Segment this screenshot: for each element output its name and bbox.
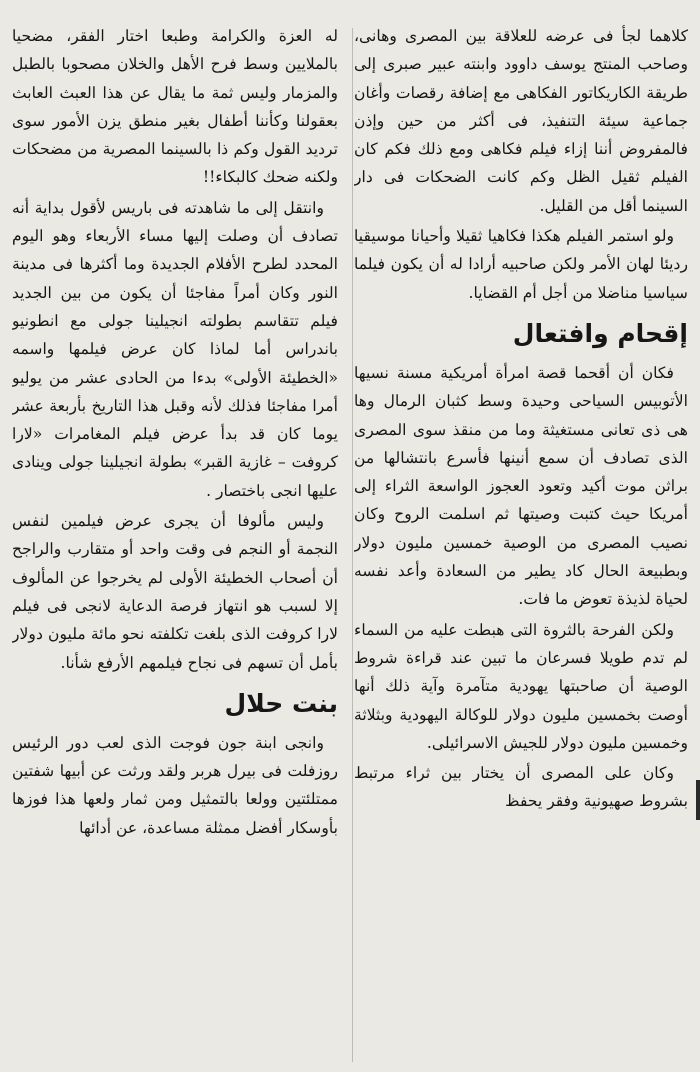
paragraph: ولو استمر الفيلم هكذا فكاهيا ثقيلا وأحيانا موسيقيا رديئا لهان الأمر ولكن صاحبيه أرادا له أن يكون فيلما سياسيا مناضلا من أجل أم القضايا. [354,227,688,302]
section-heading: إقحام وافتعال [512,318,688,348]
article-column-right [354,22,688,1068]
section-heading: بنت حلال [224,688,338,718]
paragraph: كلاهما لجأ فى عرضه للعلاقة بين المصرى وهانى، وصاحب المنتج يوسف داوود وابنته عبير صبرى إلى طريقة الكاريكاتور الفكاهى مع إضافة رقصات وأغان جماعية سيئة التنفيذ، فى أكثر من حين وإذن فالمفروض أننا إزاء فيلم فكاهى ومع ذلك فكم كان الفيلم ثقيل الظل وكم كانت الضحكات فى دار السينما أقل من القليل. [354,27,688,215]
paragraph: وكان على المصرى أن يختار بين ثراء مرتبط بشروط صهيونية وفقر يحفظ [354,764,688,811]
article-column-left [12,22,338,1068]
paragraph: فكان أن أقحما قصة امرأة أمريكية مسنة نسيها الأتوبيس السياحى وحيدة وسط كثبان الرمال وها هى ذى تعانى مستغيثة وما من منقذ سوى المصرى الذى تصادف أن سمع أنينها فأسرع بانتشالها من براثن موت أكيد وتعود العجوز الواسعة الثراء إلى أمريكا حيث كتبت وصيتها ثم اسلمت الروح وكان نصيب المصرى من الوصية خمسين مليون دولار وبطبيعة الحال كاد يطير من السعادة وأعد نفسه لحياة لذيذة تعوض ما فات. [354,363,688,609]
paragraph: وانجى ابنة جون فوجت الذى لعب دور الرئيس روزفلت فى بيرل هربر ولقد ورثت عن أبيها شفتين ممتلئتين وولعا بالتمثيل ومن ثمار ولعها هذا فوزها بأوسكار أفضل ممثلة مساعدة، عن أدائها [12,733,338,837]
paragraph: ولكن الفرحة بالثروة التى هبطت عليه من السماء لم تدم طويلا فسرعان ما تبين عند قراءة شروط الوصية أن صاحبتها يهودية متآمرة وآية ذلك أنها أوصت بخمسين مليون دولار للوكالة اليهودية وبثلاثة وخمسين مليون دولار للجيش الاسرائيلى. [354,620,688,752]
column-divider [352,28,353,1062]
paragraph: له العزة والكرامة وطبعا اختار الفقر، مضحيا بالملايين وسط فرح الأهل والخلان مصحوبا بالطبل والمزمار وليس ثمة ما يقال عن هذا العبث العابث بعقولنا وكأننا أطفال بغير منطق يزن الأمور سوى ترديد القول وكم ذا بالسينما المصرية من مضحكات ولكنه ضحك كالبكاء!! [12,27,338,187]
page-edge-mark [696,780,700,820]
paragraph: وليس مألوفا أن يجرى عرض فيلمين لنفس النجمة أو النجم فى وقت واحد أو متقارب والراجح أن أصحاب الخطيئة الأولى لم يخرجوا عن المألوف إلا لسبب هو انتهاز فرصة الدعاية لانجى فى فيلم لارا كروفت الذى بلغت تكلفته نحو مائة مليون دولار بأمل أن تسهم فى نجاح فيلمهم الأرفع شأنا. [12,512,338,672]
paragraph: وانتقل إلى ما شاهدته فى باريس لأقول بداية أنه تصادف أن وصلت إليها مساء الأربعاء وهو اليوم المحدد لطرح الأفلام الجديدة وما أكثرها فى مدينة النور وكان أمراً مفاجئا أن يكون من بين الجديد فيلم تتقاسم بطولته انجيلينا جولى مع انطونيو باندراس أما لماذا كان عرض فيلمها واسمه «الخطيئة الأولى» بدءا من الحادى عشر من يوليو أمرا مفاجئا فذلك لأنه وقبل هذا التاريخ بأربعة عشر يوما كان قد بدأ عرض فيلم المغامرات «لارا كروفت – غازية القبر» بطولة انجيلينا جولى وينادى عليها انجى باختصار . [12,198,338,500]
